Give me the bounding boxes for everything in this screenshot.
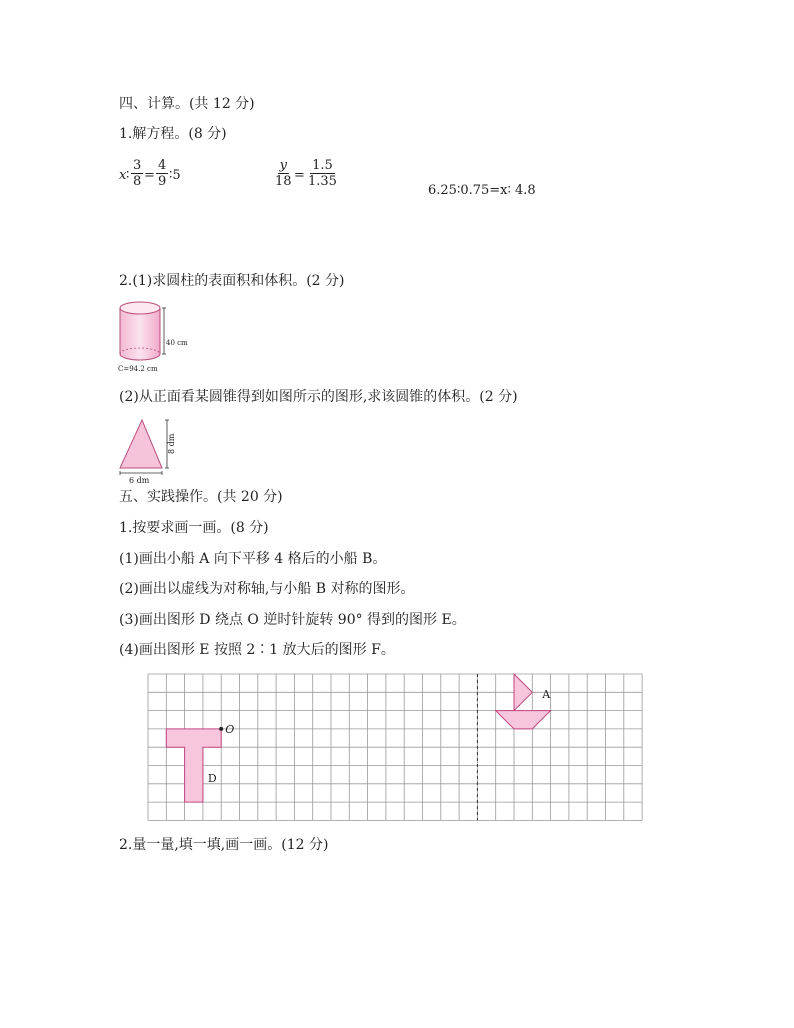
q5-1-item-4: (4)画出图形 E 按照 2∶1 放大后的图形 F。	[119, 642, 395, 658]
q2-part1: 2.(1)求圆柱的表面积和体积。(2 分)	[119, 273, 345, 289]
eq1-x: x	[119, 168, 127, 183]
q5-1-item-1: (1)画出小船 A 向下平移 4 格后的小船 B。	[119, 551, 387, 567]
section5-heading: 五、实践操作。(共 20 分)	[119, 489, 283, 505]
eq2-fraction-2: $\frac{1.5}{1.35}$	[308, 158, 337, 189]
q5-2-title: 2.量一量,填一填,画一画。(12 分)	[119, 837, 329, 853]
eq2-equals: =	[294, 168, 305, 183]
point-o	[219, 727, 223, 731]
point-o-label: O	[225, 722, 235, 736]
q1-title: 1.解方程。(8 分)	[119, 126, 227, 142]
cylinder-circumference-label: C=94.2 cm	[118, 365, 158, 373]
boat-a-label: A	[542, 687, 551, 701]
grid-lines	[148, 674, 642, 820]
boat-a-sail	[514, 674, 532, 711]
eq1-colon: ∶	[126, 168, 130, 183]
cylinder-height-label: 40 cm	[166, 339, 188, 347]
q5-1-item-3: (3)画出图形 D 绕点 O 逆时针旋转 90° 得到的图形 E。	[119, 612, 466, 628]
section4-heading: 四、计算。(共 12 分)	[119, 96, 255, 112]
eq1-fraction-1: $\frac{3}{8}$	[133, 158, 142, 189]
eq1-tail: ∶5	[169, 168, 181, 183]
q5-1-item-2: (2)画出以虚线为对称轴,与小船 B 对称的图形。	[119, 581, 415, 597]
cylinder-figure	[114, 298, 194, 376]
q2-part2: (2)从正面看某圆锥得到如图所示的图形,求该圆锥的体积。(2 分)	[119, 389, 518, 405]
eq1-equals: =	[144, 168, 155, 183]
q5-1-title: 1.按要求画一画。(8 分)	[119, 520, 269, 536]
shape-d-label: D	[207, 771, 217, 785]
eq2-fraction-1: $\frac{y}{18}$	[275, 158, 292, 189]
equation-3: 6.25∶0.75=x∶ 4.8	[428, 183, 536, 198]
eq1-fraction-2: $\frac{4}{9}$	[158, 158, 167, 189]
drawing-grid[interactable]	[140, 668, 650, 824]
cone-height-label: 8 dm	[167, 433, 176, 454]
boat-a-hull	[496, 711, 551, 729]
cone-front-view	[114, 414, 184, 486]
cone-base-label: 6 dm	[129, 476, 150, 485]
